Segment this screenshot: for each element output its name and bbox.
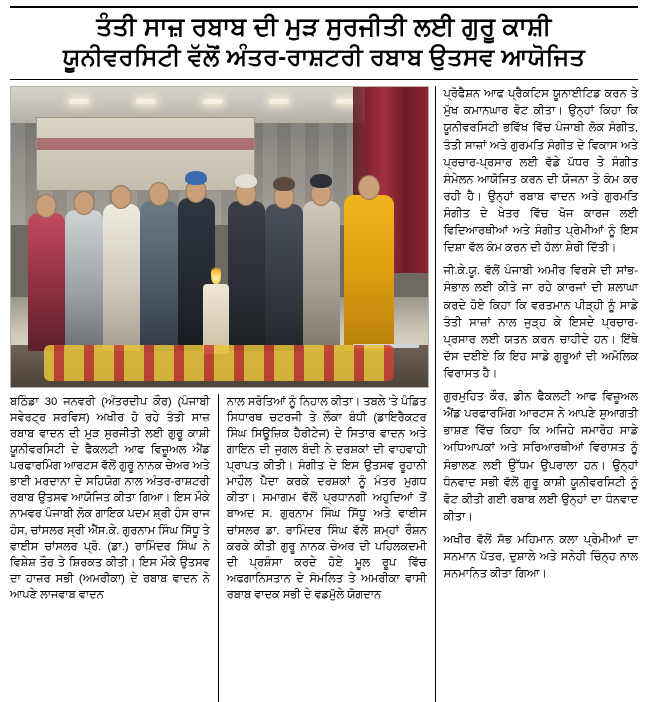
- headline-line-2: ਯੂਨੀਵਰਸਿਟੀ ਵੱਲੋਂ ਅੰਤਰ-ਰਾਸ਼ਟਰੀ ਰਬਾਬ ਉਤਸਵ ਆਯੋਜਿਤ: [62, 44, 586, 72]
- person-head: [36, 194, 57, 218]
- right-paragraph-1: ਪ੍ਰੋਫੈਸ਼ਨ ਆਫ ਪ੍ਰੈਕਟਿਸ ਯੂਨਾਈਟਿਡ ਕਰਨ ਤੇ ਮੁੱਖ ਕਮਾਨਘਾਰ ਵੋਟ ਕੀਤਾ। ਉਨ੍ਹਾਂ ਕਿਹਾ ਕਿ ਯੂਨੀਵਰਸਿਟੀ ਭਵਿੱਖ ਵਿੱਚ ਪੰਜਾਬੀ ਲੋਕ ਸੰਗੀਤ, ਤੰਤੀ ਸਾਜ਼ਾਂ ਅਤੇ ਗੁਰਮਤਿ ਸੰਗੀਤ ਦੇ ਵਿਕਾਸ ਅਤੇ ਪ੍ਰਚਾਰ-ਪ੍ਰਸਾਰ ਲਈ ਵੱਡੇ ਪੱਧਰ ਤੇ ਸੰਗੀਤ ਸੰਮੇਲਨ ਆਯੋਜਿਤ ਕਰਨ ਦੀ ਯੋਜਨਾ ਤੇ ਕੰਮ ਕਰ ਰਹੀ ਹੈ। ਉਨ੍ਹਾਂ ਰਬਾਬ ਵਾਦਨ ਅਤੇ ਗੁਰਮਤਿ ਸੰਗੀਤ ਦੇ ਖੇਤਰ ਵਿੱਚ ਖੋਜ ਕਾਰਜ ਲਈ ਵਿਦਿਆਰਥੀਆਂ ਅਤੇ ਸੰਗੀਤ ਪ੍ਰੇਮੀਆਂ ਨੂੰ ਇਸ ਦਿਸ਼ਾ ਵੱਲ ਕੰਮ ਕਰਨ ਦੀ ਹੱਲਾ ਸ਼ੇਰੀ ਦਿੱਤੀ।: [443, 88, 638, 255]
- stage-banner: [36, 117, 255, 191]
- ceiling-light-icon: [269, 99, 289, 104]
- ceremonial-lamp: [203, 284, 229, 354]
- column-divider: [218, 394, 219, 702]
- person: [303, 201, 340, 351]
- person-head: [358, 175, 380, 200]
- headline-line-1: ਤੰਤੀ ਸਾਜ਼ ਰਬਾਬ ਦੀ ਮੁੜ ਸੁਰਜੀਤੀ ਲਈ ਗੁਰੂ ਕਾਸ਼ੀ: [96, 13, 552, 41]
- person: [265, 204, 302, 351]
- person: [65, 210, 102, 351]
- right-paragraph-3: ਗੁਰਮੁਹਿਤ ਕੌਰ, ਡੀਨ ਫੈਕਲਟੀ ਆਫ ਵਿਜ਼ੂਅਲ ਐਂਡ ਪਰਫਾਰਮਿੰਗ ਆਰਟਸ ਨੇ ਆਪਣੇ ਸੁਆਗਤੀ ਭਾਸ਼ਣ ਵਿੱਚ ਕਿਹਾ ਕਿ ਅਜਿਹੇ ਸਮਾਰੋਹ ਸਾਡੇ ਅਧਿਆਪਕਾਂ ਅਤੇ ਸਰਿਆਰਥੀਆਂ ਵਿਰਾਸਤ ਨੂੰ ਸੰਭਾਲਣ ਲਈ ਉੱਧਮ ਉਪਰਾਲਾ ਹਨ। ਉਨ੍ਹਾਂ ਧੰਨਵਾਦ ਸਭੀ ਵੱਲੋਂ ਗੁਰੂ ਕਾਸ਼ੀ ਯੂਨੀਵਰਸਿਟੀ ਨੂੰ ਵੋਟ ਕੀਤੀ ਗਈ ਰਬਾਬ ਲਈ ਉਨ੍ਹਾਂ ਦਾ ਧੰਨਵਾਦ ਕੀਤਾ।: [443, 391, 638, 523]
- right-paragraph-2: ਜੀ.ਕੇ.ਯੂ. ਵੱਲੋਂ ਪੰਜਾਬੀ ਅਮੀਰ ਵਿਰਸੇ ਦੀ ਸਾਂਭ-ਸੰਭਾਲ ਲਈ ਕੀਤੇ ਜਾ ਰਹੇ ਕਾਰਜਾਂ ਦੀ ਸ਼ਲਾਘਾ ਕਰਦੇ ਹੋਏ ਕਿਹਾ ਕਿ ਵਰਤਮਾਨ ਪੀੜ੍ਹੀ ਨੂੰ ਸਾਡੇ ਤੰਤੀ ਸਾਜ਼ਾਂ ਨਾਲ ਜੁੜ੍ਹ ਕੇ ਇਸਦੇ ਪ੍ਰਚਾਰ-ਪ੍ਰਸਾਰ ਲਈ ਯਤਨ ਕਰਨ ਚਾਹੀਦੇ ਹਨ। ਇੱਥੇ ਦੱਸ ਦਈਏ ਕਿ ਇਹ ਸਾਡੇ ਗੁਰੂਆਂ ਦੀ ਅਮੋਲਿਕ ਵਿਰਾਸਤ ਹੈ।: [443, 265, 638, 380]
- person-head: [73, 191, 94, 215]
- person: [28, 213, 65, 351]
- person: [228, 201, 265, 351]
- ceiling-light-icon: [203, 99, 223, 104]
- ceiling-light-icon: [69, 99, 89, 104]
- page-title: [10, 6, 638, 80]
- right-paragraph-4: ਅਖੀਰ ਵੱਲੋਂ ਸੱਭ ਮਹਿਮਾਨ ਕਲਾ ਪ੍ਰੇਮੀਆਂ ਦਾ ਸਨਮਾਨ ਪੱਤਰ, ਦੁਸ਼ਾਲੇ ਅਤੇ ਸਨੇਹੀ ਚਿੰਨ੍ਹ ਨਾਲ ਸਨਮਾਨਿਤ ਕੀਤਾ ਗਿਆ।: [443, 533, 638, 581]
- person-head: [148, 182, 169, 206]
- turban: [310, 174, 332, 188]
- news-photo: [10, 86, 429, 388]
- person-head: [111, 185, 132, 209]
- left-column: [10, 86, 435, 702]
- lamp-flame-icon: [211, 264, 221, 284]
- ceiling-light-icon: [136, 99, 156, 104]
- right-column-text: [444, 86, 639, 583]
- turban: [185, 171, 207, 185]
- caption-columns: [10, 394, 427, 702]
- right-column: [442, 86, 639, 702]
- turban: [235, 174, 257, 188]
- banner-stripe: [37, 138, 254, 150]
- person: [344, 195, 394, 351]
- turban: [273, 177, 295, 191]
- person: [103, 204, 140, 351]
- article-body: [10, 86, 638, 702]
- flower-decoration: [44, 345, 394, 381]
- person: [140, 201, 177, 351]
- photo-scene: [11, 87, 428, 387]
- article-column-2: ਨਾਲ ਸਰੋਤਿਆਂ ਨੂੰ ਨਿਹਾਲ ਕੀਤਾ। ਤਬਲੇ 'ਤੇ ਪੰਡਿਤ ਸਿਧਾਰਥ ਚਟਰਜੀ ਤੇ ਲੌਕਾ ਬੰਧੀ (ਡਾਇਰੈਕਟਰ ਸਿੰਘ ਸਿਊਜ਼ਿਕ ਹੈਰੀਟੇਜ) ਦੇ ਸਿਤਾਰ ਵਾਦਨ ਅਤੇ ਗਾਇਨ ਦੀ ਜੁਗਲ ਬੰਦੀ ਨੇ ਦਰਸ਼ਕਾਂ ਦੀ ਵਾਹਵਾਹੀ ਪ੍ਰਾਪਤ ਕੀਤੀ। ਸੰਗੀਤ ਦੇ ਇਸ ਉਤਸਵ ਰੂਹਾਨੀ ਮਾਹੌਲ ਪੈਦਾ ਕਰਕੇ ਦਰਸ਼ਕਾਂ ਨੂੰ ਮੰਤਰ ਮੁਗਧ ਕੀਤਾ। ਸਮਾਗਮ ਵੱਲੋਂ ਪ੍ਰਧਾਨਗੀ ਅਹੁਦਿਆਂ ਤੋਂ ਬਾਅਦ ਸ. ਗੁਰਨਾਮ ਸਿੰਘ ਸਿੱਧੂ ਅਤੇ ਵਾਈਸ ਚਾਂਸਲਰ ਡਾ. ਰਾਮਿੰਦਰ ਸਿੰਘ ਵੱਲੋਂ ਸ਼ਮ੍ਹਾਂ ਰੌਸ਼ਨ ਕਰਕੇ ਕੀਤੀ ਗੁਰੂ ਨਾਨਕ ਚੇਅਰ ਦੀ ਪਹਿਲਕਦਮੀ ਦੀ ਪ੍ਰਸ਼ੰਸਾ ਕਰਦੇ ਹੋਏ ਮੂਲ ਰੂਪ ਵਿੱਚ ਅਫਗਾਨਿਸਤਾਨ ਦੇ ਸੰਮਲਿਤ ਤੇ ਅਮਰੀਕਾ ਵਾਸੀ ਰਬਾਬ ਵਾਦਕ ਸਭੀ ਦੇ ਵਡਮੁੱਲੇ ਯੋਗਦਾਨ: [226, 396, 427, 601]
- article-column-1: ਬਠਿੰਡਾ 30 ਜਨਵਰੀ (ਅੰਤਰਦੀਪ ਕੌਰ) (ਪੰਜਾਬੀ ਸਵੇਰਟ੍ਰ ਸਰਵਿਸ) ਅਖੀਰ ਹੋ ਰਹੇ ਤੰਤੀ ਸਾਜ਼ ਰਬਾਬ ਵਾਦਨ ਦੀ ਮੁੜ ਸੁਰਜੀਤੀ ਲਈ ਗੁਰੂ ਕਾਸ਼ੀ ਯੂਨੀਵਰਸਿਟੀ ਦੇ ਫੈਕਲਟੀ ਆਫ ਵਿਜ਼ੂਅਲ ਐਂਡ ਪਰਫਾਰਮਿੰਗ ਆਰਟਸ ਵੱਲੋਂ ਗੁਰੂ ਨਾਨਕ ਚੇਅਰ ਅਤੇ ਭਾਈ ਮਰਦਾਨਾ ਦੇ ਸਹਿਯੋਗ ਨਾਲ ਅੰਤਰ-ਰਾਸ਼ਟਰੀ ਰਬਾਬ ਉਤਸਵ ਆਯੋਜਿਤ ਕੀਤਾ ਗਿਆ। ਇਸ ਮੌਕੇ ਨਾਮਵਰ ਪੰਜਾਬੀ ਲੋਕ ਗਾਇਕ ਪਦਮ ਸ਼੍ਰੀ ਹੰਸ ਰਾਜ ਹੰਸ, ਚਾਂਸਲਰ ਸ੍ਰੀ ਐੱਸ.ਕੇ. ਗੁਰਨਾਮ ਸਿੰਘ ਸਿੱਧੂ ਤੇ ਵਾਈਸ ਚਾਂਸਲਰ ਪ੍ਰੋ. (ਡਾ.) ਰਾਮਿੰਦਰ ਸਿੰਘ ਨੇ ਵਿਸ਼ੇਸ਼ ਤੌਰ ਤੇ ਸ਼ਿਰਕਤ ਕੀਤੀ। ਇਸ ਮੌਕੇ ਉਤਸਵ ਦਾ ਹਾਜ਼ਰ ਸਭੀ (ਅਮਰੀਕਾ) ਦੇ ਰਬਾਬ ਵਾਦਨ ਨੇ ਆਪਣੇ ਲਾਜਵਾਬ ਵਾਦਨ: [10, 396, 210, 601]
- main-column-divider: [435, 86, 436, 702]
